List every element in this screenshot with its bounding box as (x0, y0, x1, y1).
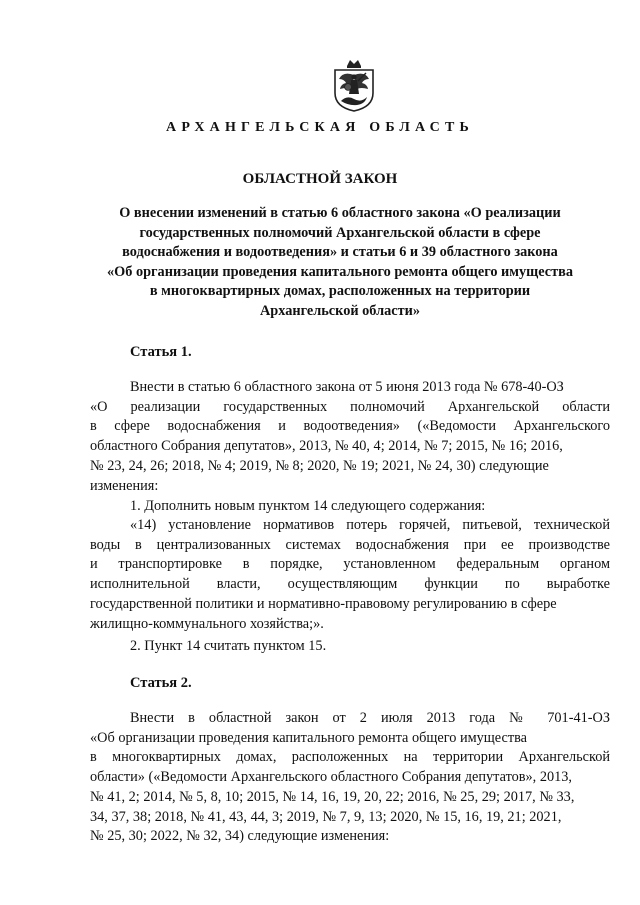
arkhangelsk-coat-of-arms-icon (329, 57, 379, 113)
text-line: государственной политики и нормативно-правовому регулированию в сфере (90, 595, 557, 612)
text-line: Внести в областной закон от 2 июля 2013 года № 701-41-ОЗ (130, 710, 610, 726)
text-line: в сфере водоснабжения и водоотведения» («Ведомости Архангельского (90, 418, 610, 435)
text-line: № 25, 30; 2022, № 32, 34) следующие изменения: (90, 828, 390, 845)
text-line: «Об организации проведения капитального ремонта общего имущества (90, 729, 528, 746)
law-title-line: государственных полномочий Архангельской области в сфере (139, 224, 541, 241)
text-line: № 23, 24, 26; 2018, № 4; 2019, № 8; 2020, № 19; 2021, № 24, 30) следующие (90, 457, 549, 474)
article-1-item-1: 1. Дополнить новым пунктом 14 следующего содержания: (130, 498, 486, 514)
region-name: АРХАНГЕЛЬСКАЯ ОБЛАСТЬ (166, 120, 474, 135)
article-1-item-2: 2. Пункт 14 считать пунктом 15. (130, 638, 327, 654)
text-line: областного Собрания депутатов», 2013, № 40, 4; 2014, № 7; 2015, № 16; 2016, (90, 438, 563, 455)
law-title-line: О внесении изменений в статью 6 областного закона «О реализации (119, 205, 561, 221)
article-1-intro (90, 378, 610, 496)
law-title-line: Архангельской области» (259, 302, 421, 319)
law-title-line: в многоквартирных домах, расположенных на территории (149, 283, 531, 299)
text-line: в многоквартирных домах, расположенных на территории Архангельской (90, 749, 610, 766)
text-line: «14) установление нормативов потерь горячей, питьевой, технической (130, 517, 610, 533)
article-2-heading: Статья 2. (130, 675, 192, 691)
text-line: 34, 37, 38; 2018, № 41, 43, 44, 3; 2019, № 7, 9, 13; 2020, № 15, 16, 19, 21; 2021, (90, 808, 562, 825)
article-1-heading: Статья 1. (130, 344, 192, 360)
text-line: исполнительной власти, осуществляющим функции по выработке (90, 576, 610, 593)
article-1-item-1-quote (90, 516, 610, 634)
text-line: изменения: (90, 477, 159, 494)
article-2-intro (90, 709, 610, 847)
text-line: и транспортировке в порядке, установленном федеральным органом (90, 556, 610, 573)
text-line: области» («Ведомости Архангельского областного Собрания депутатов», 2013, (90, 769, 573, 786)
law-title (90, 204, 590, 321)
text-line: «О реализации государственных полномочий Архангельской области (90, 398, 610, 415)
text-line: жилищно-коммунального хозяйства;». (90, 615, 324, 632)
law-title-line: «Об организации проведения капитального ремонта общего имущества (106, 263, 574, 280)
text-line: Внести в статью 6 областного закона от 5 июня 2013 года № 678-40-ОЗ (130, 379, 564, 395)
document-type: ОБЛАСТНОЙ ЗАКОН (242, 171, 398, 187)
law-title-line: водоснабжения и водоотведения» и статьи 6 и 39 областного закона (122, 244, 558, 260)
text-line: № 41, 2; 2014, № 5, 8, 10; 2015, № 14, 16, 19, 20, 22; 2016, № 25, 29; 2017, № 33, (90, 788, 575, 805)
text-line: воды в централизованных системах водоснабжения при ее производстве (90, 536, 610, 553)
